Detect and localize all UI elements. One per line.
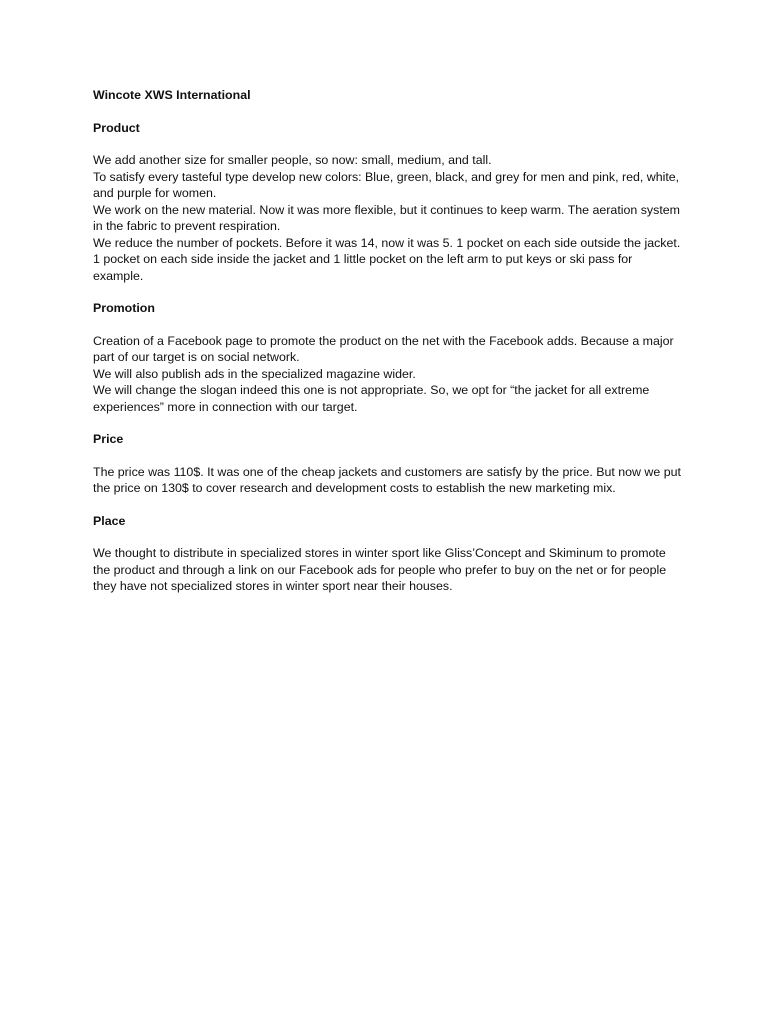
- product-paragraph-colors: To satisfy every tasteful type develop new colors: Blue, green, black, and grey for men and pink, red, white, and purple for women.: [93, 169, 680, 200]
- product-paragraph-material: We work on the new material. Now it was more flexible, but it continues to keep warm. The aeration system in the fabric to prevent respiration.: [93, 202, 680, 233]
- section-price: [93, 431, 683, 497]
- promotion-paragraph-slogan: We will change the slogan indeed this one is not appropriate. So, we opt for “the jacket for all extreme experiences” more in connection with our target.: [93, 383, 650, 414]
- section-promotion: [93, 300, 683, 415]
- document-title: Wincote XWS International: [93, 88, 251, 102]
- promotion-paragraph-magazine: We will also publish ads in the specialized magazine wider.: [93, 366, 416, 381]
- section-heading-product: Product: [93, 120, 140, 135]
- section-product: [93, 120, 683, 285]
- promotion-paragraph-facebook: Creation of a Facebook page to promote the product on the net with the Facebook adds. Because a major part of our target is on social network.: [93, 333, 674, 364]
- section-heading-place: Place: [93, 513, 126, 528]
- product-paragraph-pockets: We reduce the number of pockets. Before it was 14, now it was 5. 1 pocket on each side outside the jacket. 1 pocket on each side inside the jacket and 1 little pocket on the left arm to put keys or ski pass for example.: [93, 235, 681, 283]
- section-heading-promotion: Promotion: [93, 301, 155, 315]
- place-paragraph: We thought to distribute in specialized stores in winter sport like Gliss’Concept and Skiminum to promote the product and through a link on our Facebook ads for people who prefer to buy on the net or for people they have not specialized stores in winter sport near their houses.: [93, 546, 667, 593]
- section-heading-price: Price: [93, 432, 124, 446]
- section-place: [93, 513, 683, 595]
- document-page: [93, 87, 683, 611]
- price-paragraph: The price was 110$. It was one of the cheap jackets and customers are satisfy by the price. But now we put the price on 130$ to cover research and development costs to establish the new marketing mix.: [93, 464, 681, 495]
- product-paragraph-sizes: We add another size for smaller people, so now: small, medium, and tall.: [93, 153, 492, 167]
